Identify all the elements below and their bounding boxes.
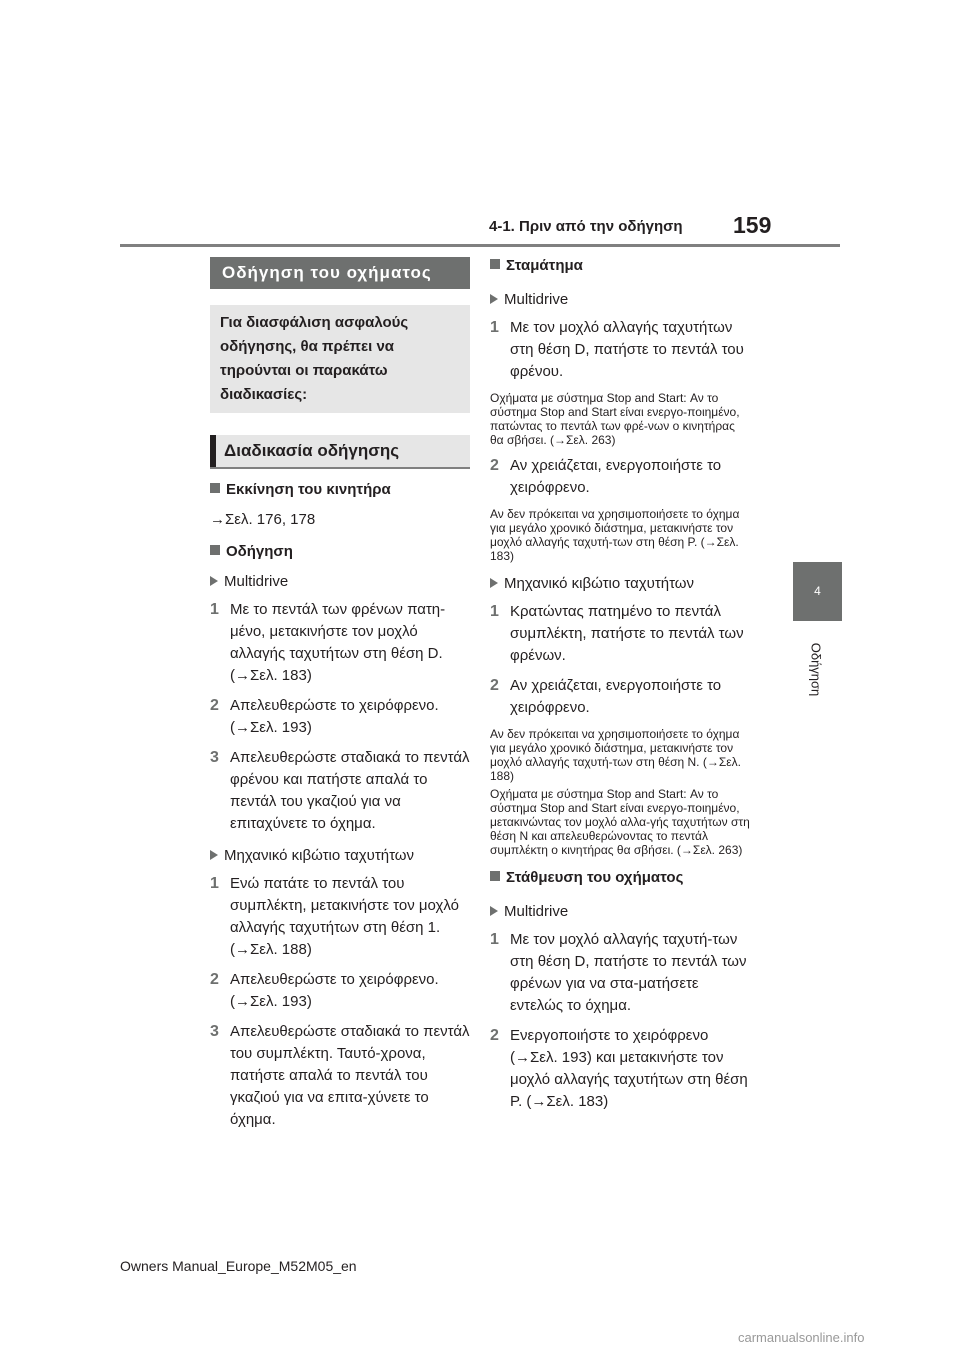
step-text: Ενεργοποιήστε το χειρόφρενο (→Σελ. 193) και μετακινήστε τον μοχλό αλλαγής ταχυτήτων στη θέση P. (→Σελ. 183) [510,1027,748,1110]
driving-manual [210,845,470,867]
parking-multidrive [490,901,750,923]
right-column [490,255,750,1113]
step [490,1025,750,1113]
note: Αν δεν πρόκειται να χρησιμοποιήσετε το όχημα για μεγάλο χρονικό διάστημα, μετακινήστε τον μοχλό αλλαγής ταχυτή-των στη θέση N. (→Σελ. 188) [490,727,741,783]
stopping-multidrive-label: Multidrive [504,291,569,308]
driving-manual-label: Μηχανικό κιβώτιο ταχυτήτων [224,847,415,864]
step-text: Με τον μοχλό αλλαγής ταχυτή-των στη θέση D, πατήστε το πεντάλ των φρένων για να στα-ματήσετε εντελώς το όχημα. [510,931,747,1014]
footer-doc-id: Owners Manual_Europe_M52M05_en [120,1258,357,1274]
note: Οχήματα με σύστημα Stop and Start: Αν το σύστημα Stop and Start είναι ενεργο-ποιημένο, πατώντας το πεντάλ των φρέ-νων ο κινητήρας θα σβήσει. (→Σελ. 263) [490,391,740,447]
triangle-bullet-icon [210,576,218,586]
step-number: 2 [490,1027,499,1044]
sub-banner-rule [210,467,470,469]
step-number: 3 [210,749,219,766]
step-text: Με το πεντάλ των φρένων πατη-μένο, μετακινήστε τον μοχλό αλλαγής ταχυτήτων στη θέση D. (→Σελ. 183) [230,601,446,684]
step-number: 3 [210,1023,219,1040]
step-number: 2 [490,457,499,474]
chapter-label-text: Οδήγηση [808,642,824,697]
step-text: Αν χρειάζεται, ενεργοποιήστε το χειρόφρενο. [510,677,722,716]
header-section-title: 4-1. Πριν από την οδήγηση [489,218,683,235]
driving-multidrive-label: Multidrive [224,573,289,590]
square-bullet-icon [210,483,220,493]
square-bullet-icon [490,871,500,881]
triangle-bullet-icon [490,294,498,304]
step-number: 1 [210,875,219,892]
step [210,969,470,1013]
driving-heading [210,541,470,563]
step [210,599,470,687]
engine-start-heading [210,479,470,501]
parking-title: Στάθμευση του οχήματος [506,869,684,886]
step-number: 1 [210,601,219,618]
intro-box: Για διασφάλιση ασφαλούς οδήγησης, θα πρέπει να τηρούνται οι παρακάτω διαδικασίες: [210,305,470,413]
step-number: 2 [210,697,219,714]
step-number: 1 [490,319,499,336]
step [210,747,470,835]
chapter-tab: 4 [793,562,842,621]
step [490,675,750,719]
parking-multidrive-label: Multidrive [504,903,569,920]
watermark: carmanualsonline.info [738,1330,865,1345]
step-number: 2 [210,971,219,988]
stopping-manual-label: Μηχανικό κιβώτιο ταχυτήτων [504,575,695,592]
step-number: 1 [490,603,499,620]
square-bullet-icon [210,545,220,555]
engine-start-ref: →Σελ. 176, 178 [210,511,316,528]
step [210,873,470,961]
note: Οχήματα με σύστημα Stop and Start: Αν το σύστημα Stop and Start είναι ενεργο-ποιημένο, μετακινώντας τον μοχλό αλλα-γής ταχυτήτων στη θέση N και απελευθερώνοντας το πεντάλ συμπλέκτη ο κινητήρας θα σβήσει. (→Σελ. 263) [490,787,750,857]
step-number: 1 [490,931,499,948]
section-banner: Οδήγηση του οχήματος [210,257,470,289]
header-rule [120,244,840,247]
parking-heading [490,867,750,889]
stopping-heading [490,255,750,277]
page-number: 159 [733,212,772,238]
engine-start-title: Εκκίνηση του κινητήρα [226,481,391,498]
left-column [210,257,470,1131]
step-text: Απελευθερώστε το χειρόφρενο. (→Σελ. 193) [230,971,439,1010]
triangle-bullet-icon [490,906,498,916]
driving-title: Οδήγηση [226,543,293,560]
step-text: Απελευθερώστε το χειρόφρενο. (→Σελ. 193) [230,697,439,736]
step-text: Ενώ πατάτε το πεντάλ του συμπλέκτη, μετακινήστε τον μοχλό αλλαγής ταχυτήτων στη θέση 1. (→Σελ. 188) [230,875,459,958]
step [490,929,750,1017]
stopping-title: Σταμάτημα [506,257,583,274]
step [210,1021,470,1131]
step-text: Αν χρειάζεται, ενεργοποιήστε το χειρόφρενο. [510,457,722,496]
step-text: Κρατώντας πατημένο το πεντάλ συμπλέκτη, πατήστε το πεντάλ των φρένων. [510,603,744,664]
note: Αν δεν πρόκειται να χρησιμοποιήσετε το όχημα για μεγάλο χρονικό διάστημα, μετακινήστε τον μοχλό αλλαγής ταχυτή-των στη θέση P. (→Σελ. 183) [490,507,740,563]
step-number: 2 [490,677,499,694]
driving-multidrive [210,571,470,593]
stopping-manual [490,573,750,595]
sub-banner: Διαδικασία οδήγησης [210,435,470,467]
step [490,455,750,499]
triangle-bullet-icon [490,578,498,588]
triangle-bullet-icon [210,850,218,860]
step [490,317,750,383]
step-text: Απελευθερώστε σταδιακά το πεντάλ του συμπλέκτη. Ταυτό-χρονα, πατήστε απαλά το πεντάλ του γκαζιού για να επιτα-χύνετε το όχημα. [230,1023,470,1128]
step [210,695,470,739]
chapter-label [806,632,826,712]
square-bullet-icon [490,259,500,269]
step [490,601,750,667]
step-text: Με τον μοχλό αλλαγής ταχυτήτων στη θέση D, πατήστε το πεντάλ του φρένου. [510,319,744,380]
step-text: Απελευθερώστε σταδιακά το πεντάλ φρένου και πατήστε απαλά το πεντάλ του γκαζιού για να επιταχύνετε το όχημα. [230,749,470,832]
stopping-multidrive [490,289,750,311]
